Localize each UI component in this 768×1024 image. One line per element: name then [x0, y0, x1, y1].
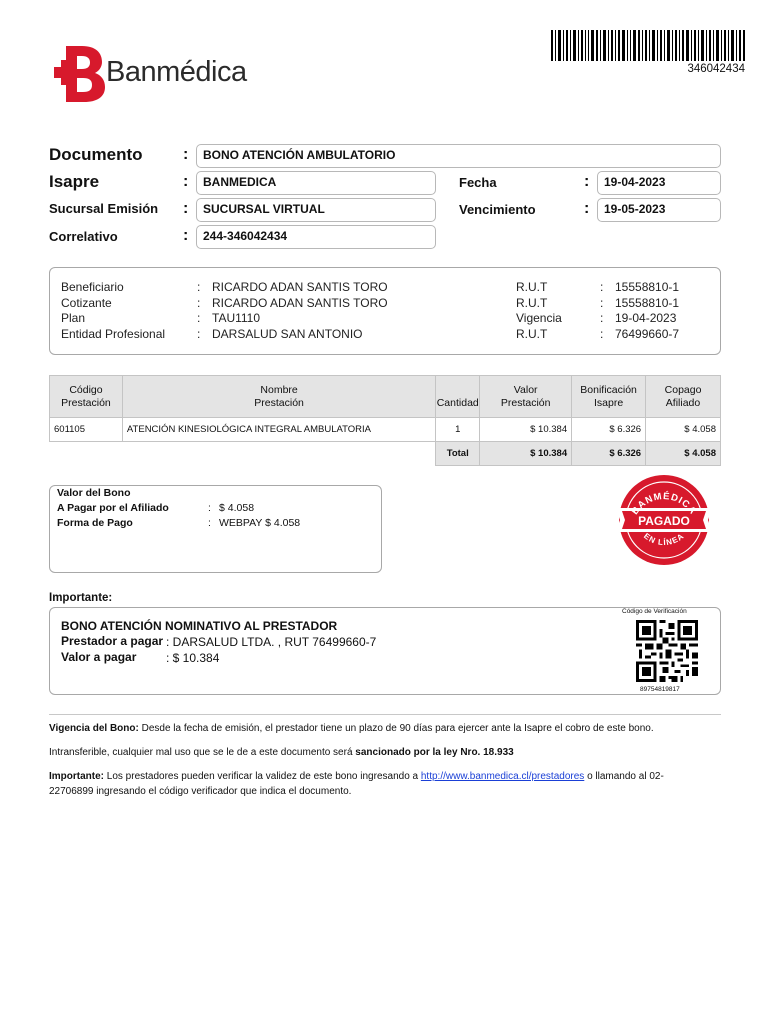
barcode-icon: [551, 30, 745, 61]
isapre-field: BANMEDICA: [196, 171, 436, 195]
info-label2: R.U.T: [516, 296, 548, 310]
intransferible-paragraph: Intransferible, cualquier mal uso que se le de a este documento será sancionado por la ley Nro. 18.933: [49, 747, 514, 758]
info-colon: :: [600, 327, 604, 341]
header-copago: Copago Afiliado: [646, 376, 721, 418]
info-colon: :: [600, 296, 604, 310]
vigencia-paragraph: Vigencia del Bono: Desde la fecha de emisión, el prestador tiene un plazo de 90 días para ejercer ante la Isapre el cobro de este bono.: [49, 723, 654, 734]
info-value2: 15558810-1: [615, 280, 680, 294]
info-value: TAU1110: [212, 311, 261, 325]
colon: :: [584, 173, 590, 190]
cell-copago: $ 4.058: [646, 418, 721, 442]
prestadores-link[interactable]: http://www.banmedica.cl/prestadores: [420, 771, 585, 782]
info-colon: :: [197, 311, 201, 325]
nominativo-text: BONO ATENCIÓN NOMINATIVO AL PRESTADOR: [61, 619, 338, 633]
info-label: Entidad Profesional: [61, 327, 166, 341]
info-label2: R.U.T: [516, 327, 548, 341]
svg-text:PAGADO: PAGADO: [638, 514, 690, 528]
importante-title: Importante:: [49, 592, 113, 604]
barcode-number: 346042434: [687, 63, 745, 75]
documento-field: BONO ATENCIÓN AMBULATORIO: [196, 144, 721, 168]
info-colon: :: [197, 327, 201, 341]
correlativo-label: Correlativo: [49, 229, 118, 244]
colon: :: [584, 200, 590, 217]
codigo-verificacion-number: 89754819817: [640, 686, 680, 693]
svg-text:BANMÉDICA: BANMÉDICA: [629, 490, 699, 517]
cell-nombre: ATENCIÓN KINESIOLÓGICA INTEGRAL AMBULATORIA: [122, 418, 435, 442]
cell-valor: $ 10.384: [480, 418, 572, 442]
table-row: [50, 418, 721, 442]
table-total-row: [50, 442, 721, 466]
fecha-label: Fecha: [459, 175, 497, 190]
brand-name: Banmédica: [106, 56, 247, 88]
info-label2: R.U.T: [516, 280, 548, 294]
pagar-value: $ 4.058: [219, 502, 255, 514]
forma-value: WEBPAY $ 4.058: [219, 517, 301, 529]
info-label: Cotizante: [61, 296, 112, 310]
sucursal-field: SUCURSAL VIRTUAL: [196, 198, 436, 222]
prestaciones-table: [49, 375, 721, 466]
vencimiento-label: Vencimiento: [459, 202, 536, 217]
pagar-colon: :: [208, 502, 211, 514]
pagar-label: A Pagar por el Afiliado: [57, 502, 169, 514]
cell-cantidad: 1: [436, 418, 480, 442]
svg-text:EN LÍNEA: EN LÍNEA: [642, 531, 686, 548]
prestador-value: : DARSALUD LTDA. , RUT 76499660-7: [166, 635, 377, 649]
header-valor: Valor Prestación: [480, 376, 572, 418]
isapre-label: Isapre: [49, 172, 100, 191]
colon: :: [183, 200, 189, 217]
info-value2: 15558810-1: [615, 296, 680, 310]
header-codigo: Código Prestación: [50, 376, 123, 418]
documento-label: Documento: [49, 145, 143, 164]
cell-codigo: 601105: [50, 418, 123, 442]
qr-code-icon: [636, 620, 698, 682]
forma-label: Forma de Pago: [57, 517, 133, 529]
sucursal-label: Sucursal Emisión: [49, 201, 159, 216]
importante-paragraph: Importante: Los prestadores pueden verificar la validez de este bono ingresando a http://www.banmedica.cl/prestadores o llamando al 02- 22706899 ingresando el código verificador que indica el documento.: [49, 771, 664, 797]
info-label2: Vigencia: [516, 311, 562, 325]
info-value: RICARDO ADAN SANTIS TORO: [212, 280, 388, 294]
info-label: Plan: [61, 311, 86, 325]
forma-colon: :: [208, 517, 211, 529]
colon: :: [183, 227, 189, 244]
total-valor: $ 10.384: [480, 442, 572, 466]
fecha-field: 19-04-2023: [597, 171, 721, 195]
info-colon: :: [600, 311, 604, 325]
vencimiento-field: 19-05-2023: [597, 198, 721, 222]
valor-label: Valor a pagar: [61, 650, 137, 664]
valor-bono-title: Valor del Bono: [57, 487, 131, 499]
divider: [49, 714, 721, 715]
total-copago: $ 4.058: [646, 442, 721, 466]
valor-value: : $ 10.384: [166, 651, 220, 665]
info-colon: :: [600, 280, 604, 294]
prestador-label: Prestador a pagar: [61, 634, 164, 648]
header-nombre: Nombre Prestación: [122, 376, 435, 418]
info-value: DARSALUD SAN ANTONIO: [212, 327, 363, 341]
info-label: Beneficiario: [61, 280, 124, 294]
header-bonificacion: Bonificación Isapre: [572, 376, 646, 418]
colon: :: [183, 146, 189, 163]
pagado-stamp-icon: [616, 468, 712, 568]
info-value: RICARDO ADAN SANTIS TORO: [212, 296, 388, 310]
info-colon: :: [197, 296, 201, 310]
total-bonificacion: $ 6.326: [572, 442, 646, 466]
info-colon: :: [197, 280, 201, 294]
info-value2: 76499660-7: [615, 327, 680, 341]
codigo-verificacion-label: Código de Verificación: [622, 608, 687, 615]
correlativo-field: 244-346042434: [196, 225, 436, 249]
cell-bonificacion: $ 6.326: [572, 418, 646, 442]
colon: :: [183, 173, 189, 190]
table-header-row: [50, 376, 721, 418]
total-label: Total: [436, 442, 480, 466]
header-cantidad: Cantidad: [436, 376, 480, 418]
info-value2: 19-04-2023: [615, 311, 677, 325]
